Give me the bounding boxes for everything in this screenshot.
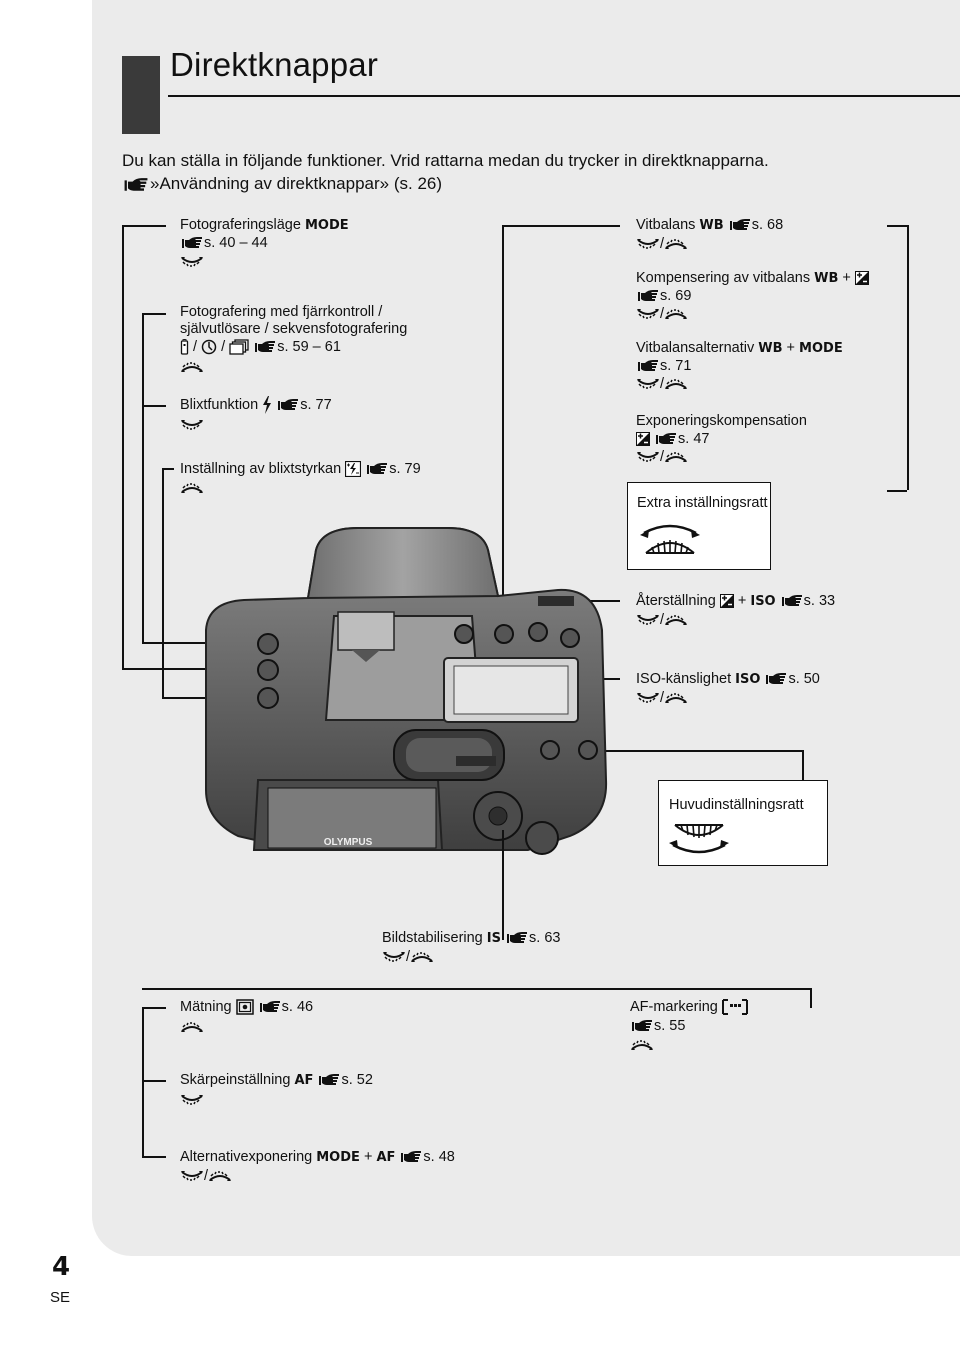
- main-dial-icon: [180, 255, 204, 269]
- leader-flash-h: [142, 405, 166, 407]
- leader-main-dial-v: [802, 750, 804, 780]
- camera-button: [258, 634, 278, 654]
- mode-item: [180, 216, 349, 235]
- flash-ref: s. 77: [300, 397, 332, 413]
- iso-code: ISO: [735, 672, 761, 687]
- sub-dial-icon: [208, 1169, 232, 1183]
- main-dial-icon: [636, 450, 660, 464]
- wbalt-code-wb: WB: [758, 341, 783, 356]
- leader-bracket-h: [142, 1156, 166, 1158]
- main-dial-box: [658, 780, 828, 866]
- reset-code: ISO: [750, 594, 776, 609]
- sub-dial-label: Extra inställningsratt: [637, 495, 768, 511]
- flashpower-item: [180, 460, 421, 478]
- leader-mode-v: [122, 225, 124, 669]
- is-label: Bildstabilisering: [382, 930, 483, 946]
- metering-icon: [236, 999, 254, 1015]
- exposure-compensation-icon: [636, 432, 650, 446]
- focus-dial-row: [180, 1091, 204, 1109]
- main-dial-icon: [636, 377, 660, 391]
- reference-hand-icon: [180, 236, 204, 250]
- dial-separator: /: [204, 1168, 209, 1184]
- dial-separator: /: [660, 236, 665, 252]
- focus-code: AF: [294, 1073, 314, 1088]
- sub-dial-icon: [630, 1038, 654, 1052]
- bracket-dials-row: [180, 1167, 232, 1185]
- flash-compensation-icon: [345, 461, 361, 477]
- leader-right-bracket-bottom: [887, 490, 907, 492]
- flash-dial-row: [180, 416, 204, 434]
- bracket-label: Alternativexponering: [180, 1149, 313, 1165]
- sub-dial-icon: [664, 237, 688, 251]
- af-label: AF-markering: [630, 999, 718, 1015]
- page-language-code: SE: [50, 1289, 71, 1306]
- is-dials-row: [382, 948, 434, 966]
- leader-mode-h: [122, 225, 166, 227]
- mode-label: Fotograferingsläge: [180, 217, 301, 233]
- bracket-item: [180, 1148, 455, 1167]
- af-item: [630, 998, 748, 1016]
- flash-label: Blixtfunktion: [180, 397, 259, 413]
- camera-button: [258, 688, 278, 708]
- wbcomp-item: [636, 269, 869, 288]
- wbalt-dials-row: [636, 375, 688, 393]
- page-number: 4: [52, 1252, 71, 1282]
- reference-hand-icon: [764, 672, 788, 686]
- focus-item: [180, 1071, 373, 1090]
- reference-hand-icon: [780, 594, 804, 608]
- dial-separator: /: [660, 612, 665, 628]
- main-dial-icon: [636, 307, 660, 321]
- meter-item: [180, 998, 313, 1016]
- main-dial-icon: [636, 613, 660, 627]
- leader-focus-h: [142, 1080, 166, 1082]
- wb-item: [636, 216, 783, 235]
- intro-line-1: Du kan ställa in följande funktioner. Vrid rattarna medan du trycker in direktknapparna.: [122, 151, 769, 170]
- title-rule: [168, 95, 960, 97]
- reference-hand-icon: [276, 398, 300, 412]
- bracket-code-mode: MODE: [316, 1150, 360, 1165]
- wbcomp-code: WB: [814, 271, 839, 286]
- drive-separator: /: [221, 339, 226, 355]
- leader-bottom-bar: [142, 988, 810, 990]
- exposure-compensation-icon: [855, 271, 869, 285]
- flashpower-label: Inställning av blixtstyrkan: [180, 461, 342, 477]
- exposure-compensation-icon: [720, 594, 734, 608]
- wb-ref: s. 68: [751, 217, 784, 233]
- exp-ref: s. 47: [678, 431, 710, 447]
- leader-right-bracket-v: [907, 225, 909, 490]
- wbcomp-ref: s. 69: [660, 288, 692, 304]
- leader-right-bracket-top: [887, 225, 907, 227]
- sub-dial-icon: [664, 377, 688, 391]
- dial-separator: /: [660, 449, 665, 465]
- sub-dial-icon: [180, 1020, 204, 1034]
- intro-line-2: [122, 173, 442, 195]
- reference-hand-icon: [122, 177, 150, 193]
- iso-dials-row: [636, 689, 688, 707]
- reference-hand-icon: [258, 1000, 282, 1014]
- drive-dial-row: [180, 358, 204, 376]
- remote-control-icon: [180, 339, 189, 355]
- is-item: [382, 929, 560, 948]
- leader-flashpower-v: [162, 468, 164, 698]
- dial-separator: /: [660, 690, 665, 706]
- flash-icon: [262, 396, 272, 414]
- plus-sign: +: [363, 1149, 373, 1165]
- reset-label: Återställning: [636, 593, 716, 609]
- bracket-ref: s. 48: [423, 1149, 455, 1165]
- wb-code: WB: [699, 218, 724, 233]
- drive-ref: s. 59 – 61: [277, 339, 341, 355]
- af-ref-row: [630, 1017, 685, 1035]
- main-dial-large-icon: [669, 821, 729, 855]
- bracket-code-af: AF: [376, 1150, 396, 1165]
- wbalt-label: Vitbalansalternativ: [636, 340, 755, 356]
- drive-line-1: Fotografering med fjärrkontroll /: [180, 304, 383, 320]
- wbcomp-dials-row: [636, 305, 688, 323]
- camera-button: [258, 660, 278, 680]
- focus-ref: s. 52: [341, 1072, 373, 1088]
- reset-dials-row: [636, 611, 688, 629]
- sub-dial-icon: [180, 481, 204, 495]
- camera-brand: OLYMPUS: [323, 837, 373, 848]
- flashpower-dial-row: [180, 479, 204, 497]
- sub-dial-icon: [664, 691, 688, 705]
- main-dial-icon: [636, 237, 660, 251]
- wbalt-ref: s. 71: [660, 358, 692, 374]
- iso-label: ISO-känslighet: [636, 671, 732, 687]
- exp-item: Exponeringskompensation: [636, 413, 807, 429]
- focus-label: Skärpeinställning: [180, 1072, 291, 1088]
- mode-ref: s. 40 – 44: [204, 235, 268, 251]
- main-dial-icon: [180, 418, 204, 432]
- reference-hand-icon: [505, 931, 529, 945]
- af-frame-icon: [722, 999, 748, 1015]
- iso-item: [636, 670, 820, 689]
- iso-ref: s. 50: [788, 671, 820, 687]
- reset-item: [636, 592, 835, 611]
- plus-sign: +: [737, 593, 747, 609]
- main-dial-icon: [382, 950, 406, 964]
- leader-meter-h: [142, 1007, 166, 1009]
- reference-hand-icon: [399, 1150, 423, 1164]
- leader-is-v: [502, 830, 504, 940]
- leader-wb-h: [502, 225, 620, 227]
- leader-drive-v: [142, 313, 144, 643]
- reference-hand-icon: [654, 432, 678, 446]
- wbcomp-label: Kompensering av vitbalans: [636, 270, 811, 286]
- sub-dial-icon: [410, 950, 434, 964]
- sub-dial-box: [627, 482, 771, 570]
- sub-dial-large-icon: [640, 523, 700, 557]
- af-dial-row: [630, 1036, 654, 1054]
- sequential-shooting-icon: [229, 339, 249, 355]
- wbalt-code-mode: MODE: [799, 341, 843, 356]
- leader-drive-h: [142, 313, 166, 315]
- meter-dial-row: [180, 1018, 204, 1036]
- meter-ref: s. 46: [281, 999, 314, 1015]
- reference-hand-icon: [253, 340, 277, 354]
- leader-bottom-left-v: [142, 1007, 144, 1157]
- flashpower-ref: s. 79: [389, 461, 421, 477]
- meter-label: Mätning: [180, 999, 232, 1015]
- main-dial-icon: [180, 1093, 204, 1107]
- reference-hand-icon: [317, 1073, 341, 1087]
- main-dial-icon: [636, 691, 660, 705]
- sub-dial-icon: [664, 307, 688, 321]
- exp-dials-row: [636, 448, 688, 466]
- page-title: Direktknappar: [170, 46, 379, 83]
- sub-dial-icon: [664, 450, 688, 464]
- dial-separator: /: [660, 306, 665, 322]
- wbcomp-ref-row: [636, 287, 691, 305]
- main-dial-label: Huvudinställningsratt: [669, 797, 804, 813]
- dial-separator: /: [660, 376, 665, 392]
- wb-label: Vitbalans: [636, 217, 696, 233]
- mode-code: MODE: [304, 218, 349, 233]
- reference-hand-icon: [630, 1019, 654, 1033]
- main-dial-icon: [180, 1169, 204, 1183]
- camera-illustration: [198, 520, 628, 920]
- reference-hand-icon: [636, 289, 660, 303]
- drive-separator: /: [193, 339, 198, 355]
- reference-hand-icon: [728, 218, 752, 232]
- plus-sign: +: [786, 340, 796, 356]
- wbalt-item: [636, 339, 843, 358]
- dial-separator: /: [406, 949, 411, 965]
- flash-item: [180, 396, 332, 414]
- mode-ref-row: [180, 234, 268, 252]
- reference-hand-icon: [636, 359, 660, 373]
- af-ref: s. 55: [654, 1018, 686, 1034]
- sub-dial-icon: [180, 360, 204, 374]
- is-ref: s. 63: [529, 930, 561, 946]
- header-marker-block: [122, 56, 160, 134]
- plus-sign: +: [842, 270, 851, 286]
- reset-ref: s. 33: [803, 593, 836, 609]
- wbalt-ref-row: [636, 357, 691, 375]
- is-code: IS: [486, 931, 501, 946]
- drive-icons-row: [180, 338, 341, 356]
- mode-dial-row: [180, 253, 204, 271]
- exp-ref-row: [636, 430, 709, 448]
- reference-hand-icon: [365, 462, 389, 476]
- wb-dials-row: [636, 235, 688, 253]
- leader-flashpower-h: [162, 468, 174, 470]
- leader-af-v: [810, 988, 812, 1008]
- intro-reference-text: »Användning av direktknappar» (s. 26): [150, 174, 443, 193]
- drive-line-2: självutlösare / sekvensfotografering: [180, 321, 408, 337]
- self-timer-icon: [201, 339, 217, 355]
- sub-dial-icon: [664, 613, 688, 627]
